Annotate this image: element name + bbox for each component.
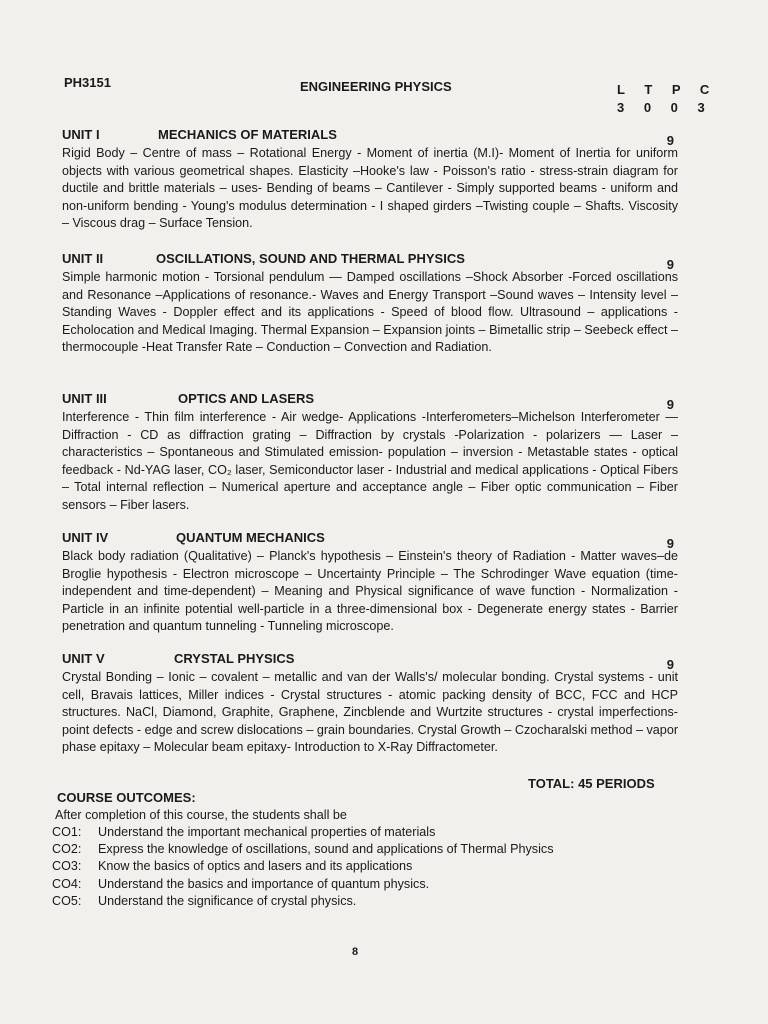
unit-number: UNIT IV <box>62 530 109 545</box>
unit-content: Simple harmonic motion - Torsional pendulum — Damped oscillations –Shock Absorber -Forced oscillations and Resonance –Applications of resonance.- Waves and Energy Transport –Sound waves – Intensity level – Standing Waves - Doppler effect and its applications - Speed of blood flow. Ultrasound – applications - Echolocation and Medical Imaging. Thermal Expansion – Expansion joints – Bimetallic strip – Seebeck effect – thermocouple -Heat Transfer Rate – Conduction – Convection and Radiation. <box>62 270 678 355</box>
course-outcomes-list <box>52 824 554 910</box>
unit-number: UNIT V <box>62 651 105 666</box>
unit-heading <box>62 251 678 272</box>
unit-content: Interference - Thin film interference - Air wedge- Applications -Interferometers–Michelson Interferometer — Diffraction - CD as diffraction grating – Diffraction by crystals -Polarization - polarizers — Laser – characteristics – Spontaneous and Stimulated emission- population – inversion - Metastable states - optical feedback - Nd-YAG laser, CO₂ laser, Semiconductor laser - Industrial and medical applications - Optical Fibers – Total internal reflection – Numerical aperture and acceptance angle – Fiber optic communication – Fiber sensors – Fiber lasers. <box>62 410 678 512</box>
total-periods: TOTAL: 45 PERIODS <box>528 776 655 791</box>
course-outcomes-heading: COURSE OUTCOMES: <box>57 790 196 805</box>
outcome-code: CO1: <box>52 825 82 839</box>
unit-heading <box>62 651 678 672</box>
unit-content: Black body radiation (Qualitative) – Planck's hypothesis – Einstein's theory of Radiation - Matter waves–de Broglie hypothesis - Electron microscope – Uncertainty Principle – The Schrodinger Wave equation (time-independent and time-dependent) – Meaning and Physical significance of wave function - Normalization - Particle in an infinite potential well-particle in a three-dimensional box - Degenerate energy states - Barrier penetration and quantum tunneling - Tunneling microscope. <box>62 549 678 634</box>
unit-hours: 9 <box>666 397 674 412</box>
unit-hours: 9 <box>666 536 674 551</box>
outcome-item <box>52 858 554 875</box>
page-number: 8 <box>352 946 359 958</box>
unit-title: CRYSTAL PHYSICS <box>174 651 295 666</box>
outcome-code: CO5: <box>52 893 82 908</box>
ltpc-values: 3 0 0 3 <box>617 100 713 115</box>
unit-content: Crystal Bonding – Ionic – covalent – metallic and van der Walls's/ molecular bonding. Crystal systems - unit cell, Bravais lattices, Miller indices - Crystal structures - atomic packing density of BCC, FCC and HCP structures. NaCl, Diamond, Graphite, Graphene, Zincblende and Wurtzite structures - crystal imperfections- point defects - edge and screw dislocations – grain boundaries. Crystal Growth – Czocharalski method – vapor phase epitaxy – Molecular beam epitaxy- Introduction to X-Ray Diffractometer. <box>62 670 679 755</box>
unit-title: MECHANICS OF MATERIALS <box>158 127 337 142</box>
course-outcomes-intro: After completion of this course, the students shall be <box>55 808 347 822</box>
unit-number: UNIT II <box>62 251 104 266</box>
unit-heading <box>62 127 678 148</box>
unit-section <box>62 251 678 357</box>
outcome-code: CO4: <box>52 876 82 891</box>
unit-section <box>62 651 678 757</box>
outcome-text: Express the knowledge of oscillations, sound and applications of Thermal Physics <box>98 842 554 857</box>
unit-section <box>62 530 678 636</box>
unit-section <box>62 391 678 515</box>
outcome-text: Understand the significance of crystal physics. <box>98 893 357 908</box>
unit-content: Rigid Body – Centre of mass – Rotational Energy - Moment of inertia (M.I)- Moment of Inertia for uniform objects with various geometrical shapes. Elasticity –Hooke's law - Poisson's ratio - stress-strain diagram for ductile and brittle materials – uses- Bending of beams – Cantilever - Simply supported beams - uniform and non-uniform bending - Young's modulus determination - I shaped girders –Twisting couple – Shafts. Viscosity – Viscous drag – Surface Tension. <box>62 146 678 231</box>
outcome-text: Understand the basics and importance of quantum physics. <box>98 876 430 891</box>
outcome-code: CO2: <box>52 842 82 857</box>
unit-hours: 9 <box>666 133 674 148</box>
outcome-item <box>52 841 554 858</box>
outcome-item <box>52 893 554 910</box>
outcome-text: Understand the important mechanical properties of materials <box>98 825 436 839</box>
unit-number: UNIT I <box>62 127 100 142</box>
unit-title: QUANTUM MECHANICS <box>176 530 325 545</box>
unit-number: UNIT III <box>62 391 107 406</box>
unit-heading <box>62 391 678 412</box>
course-code: PH3151 <box>64 75 111 90</box>
outcome-text: Know the basics of optics and lasers and its applications <box>98 859 413 874</box>
unit-title: OSCILLATIONS, SOUND AND THERMAL PHYSICS <box>156 251 465 266</box>
unit-hours: 9 <box>666 657 674 672</box>
unit-title: OPTICS AND LASERS <box>178 391 315 406</box>
unit-section <box>62 127 678 233</box>
ltpc-labels: L T P C <box>617 82 718 97</box>
unit-heading <box>62 530 678 551</box>
unit-hours: 9 <box>666 257 674 272</box>
course-title: ENGINEERING PHYSICS <box>300 79 452 94</box>
outcome-code: CO3: <box>52 859 82 874</box>
ltpc-block <box>617 81 717 117</box>
outcome-item <box>52 824 554 841</box>
outcome-item <box>52 876 554 893</box>
